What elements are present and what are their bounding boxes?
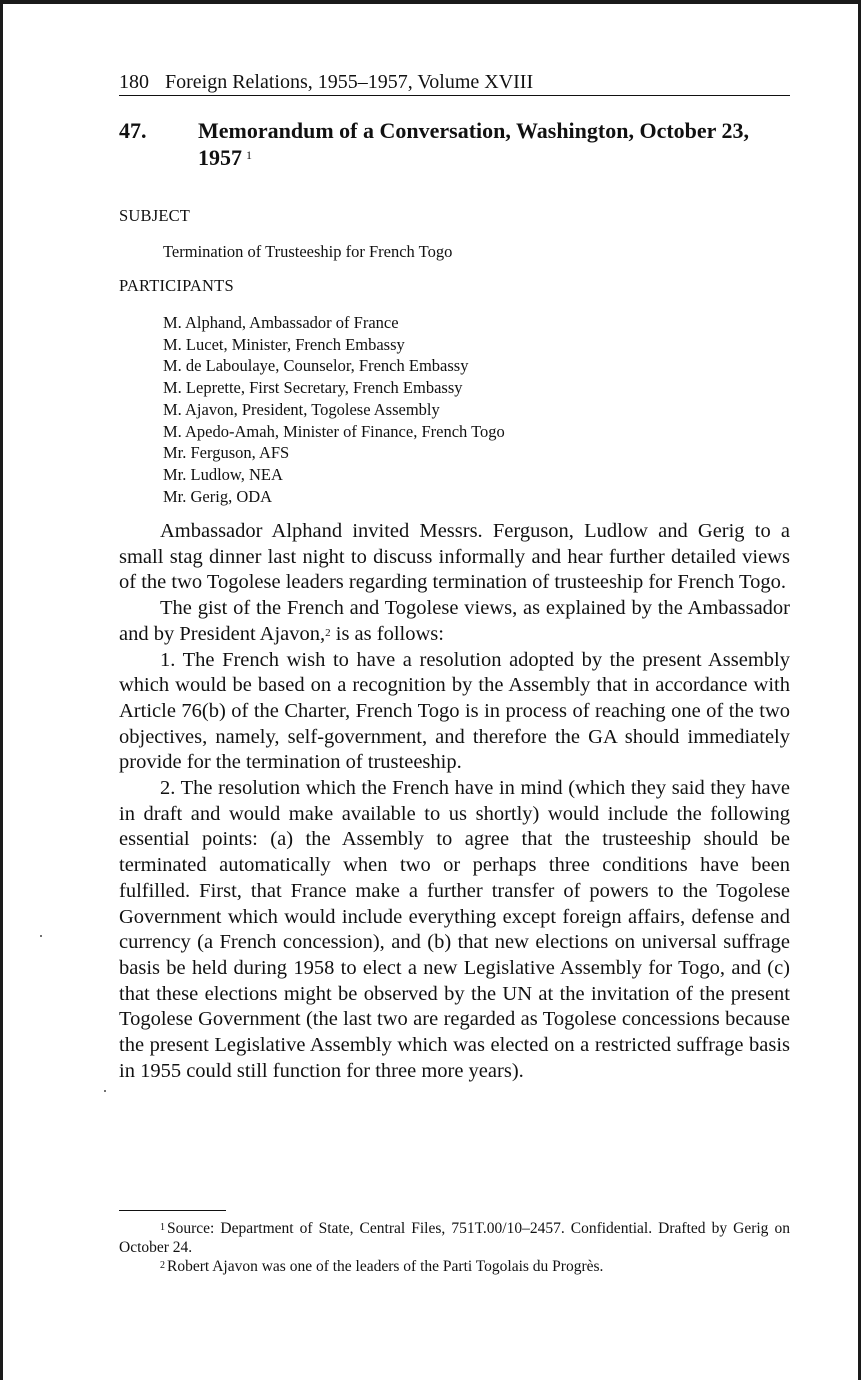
- footnotes: [119, 1219, 790, 1276]
- body-paragraph: 1. The French wish to have a resolution adopted by the present Assembly which would be based on a recognition by the Assembly that in accordance with Article 76(b) of the Charter, French Togo is in process of reaching one of the two objectives, namely, self-government, and therefore the GA should immediately provide for the termination of trusteeship.: [119, 648, 790, 774]
- participant-item: Mr. Ferguson, AFS: [163, 443, 290, 463]
- footnote-text: Robert Ajavon was one of the leaders of the Parti Togolais du Progrès.: [167, 1258, 604, 1275]
- scan-border-top: [0, 0, 861, 4]
- footnote-marker: 1: [160, 1222, 165, 1233]
- participant-item: M. de Laboulaye, Counselor, French Embassy: [163, 356, 469, 376]
- volume-title: Foreign Relations, 1955–1957, Volume XVIII: [165, 71, 534, 93]
- participant-item: M. Apedo-Amah, Minister of Finance, French Togo: [163, 421, 505, 441]
- scan-border-left: [0, 0, 3, 1380]
- participants-list: [163, 312, 505, 507]
- document-heading: [119, 117, 790, 171]
- scan-speck: [104, 1090, 106, 1092]
- document-title-text: Memorandum of a Conversation, Washington, October 23, 1957: [198, 118, 750, 170]
- subject-text: Termination of Trusteeship for French Togo: [163, 242, 453, 261]
- footnote-ref-1: 1: [246, 148, 252, 162]
- body-paragraph: Ambassador Alphand invited Messrs. Ferguson, Ludlow and Gerig to a small stag dinner last night to discuss informally and hear further detailed views of the two Togolese leaders regarding termination of trusteeship for French Togo.: [119, 520, 790, 594]
- document-title: [198, 117, 790, 171]
- page-number: 180: [119, 71, 149, 93]
- running-head: [119, 70, 790, 96]
- body-paragraph: 2. The resolution which the French have in mind (which they said they have in draft and would make available to us shortly) would include the following essential points: (a) the Assembly to agree that the trusteeship should be terminated automatically when two or perhaps three conditions have been fulfilled. First, that France make a further transfer of powers to the Togolese Government which would include everything except foreign affairs, defense and currency (a French concession), and (b) that new elections on universal suffrage basis be held during 1958 to elect a new Legislative Assembly for Togo, and (c) that these elections might be observed by the UN at the invitation of the present Togolese Government (the last two are regarded as Togolese concessions because the present Legislative Assembly which was elected on a restricted suffrage basis in 1955 could still function for three more years).: [119, 777, 790, 1082]
- participant-item: M. Lucet, Minister, French Embassy: [163, 334, 405, 354]
- subject-label: SUBJECT: [119, 206, 191, 225]
- body-paragraph-text: The gist of the French and Togolese views, as explained by the Ambassador and by President Ajavon,: [119, 597, 790, 645]
- document-number: 47.: [119, 118, 147, 143]
- footnote-text: Source: Department of State, Central Files, 751T.00/10–2457. Confidential. Drafted by Gerig on October 24.: [119, 1220, 790, 1256]
- body-paragraph: [119, 596, 790, 647]
- memorandum-body: [119, 519, 790, 1084]
- scan-speck: [40, 935, 42, 937]
- participant-item: M. Alphand, Ambassador of France: [163, 313, 399, 332]
- participants-label: PARTICIPANTS: [119, 276, 234, 295]
- footnote-ref-2: 2: [325, 626, 331, 639]
- body-paragraph-text: is as follows:: [335, 622, 444, 645]
- footnote-divider: [119, 1210, 226, 1211]
- participant-item: Mr. Gerig, ODA: [163, 486, 273, 506]
- footnote: [119, 1257, 790, 1276]
- footnote-marker: 2: [160, 1260, 165, 1271]
- participant-item: M. Ajavon, President, Togolese Assembly: [163, 399, 440, 419]
- participant-item: Mr. Ludlow, NEA: [163, 464, 283, 484]
- participant-item: M. Leprette, First Secretary, French Embassy: [163, 378, 463, 398]
- footnote: [119, 1219, 790, 1257]
